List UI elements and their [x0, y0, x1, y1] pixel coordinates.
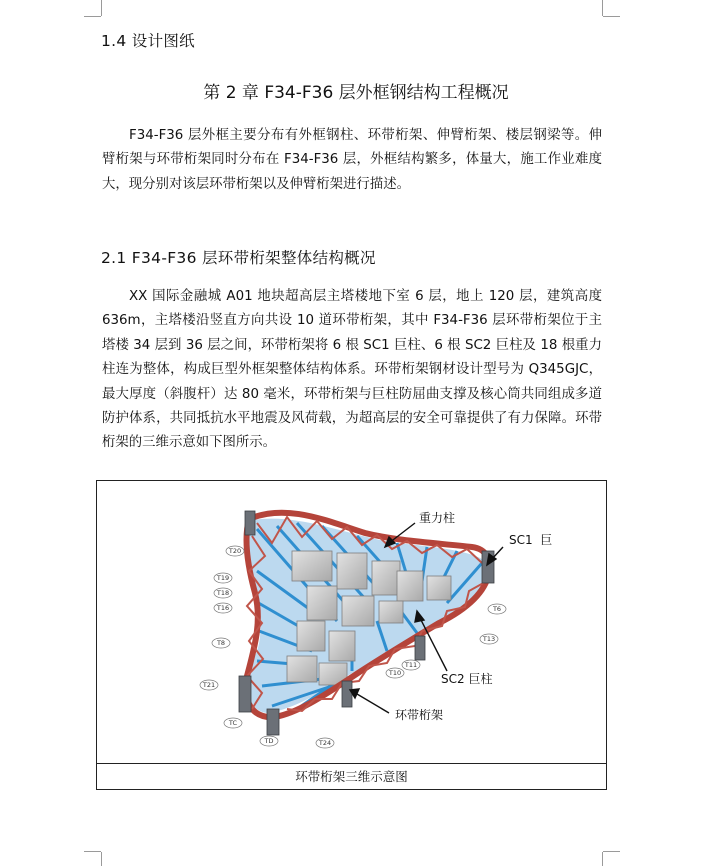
section-heading-1-4: 1.4 设计图纸 — [101, 32, 195, 50]
crop-mark-bottom-right-h — [603, 851, 620, 852]
grid-tag-label: T6 — [492, 605, 502, 613]
grid-tag-label: T21 — [202, 681, 216, 689]
crop-mark-bottom-left-v — [101, 852, 102, 866]
crop-mark-top-left-v — [101, 0, 102, 16]
grid-tag-label: T13 — [482, 635, 496, 643]
grid-tag-label: T24 — [318, 739, 332, 747]
grid-tag-label: T10 — [388, 669, 402, 677]
grid-tag-label: T16 — [216, 604, 230, 612]
figure-caption-divider — [97, 763, 606, 764]
intro-paragraph: F34-F36 层外框主要分布有外框钢柱、环带桁架、伸臂桁架、楼层钢梁等。伸臂桁架与环带桁架同时分布在 F34-F36 层，外框结构繁多，体量大，施工作业难度大，现分别对该层环带桁架以及伸臂桁架进行描述。 — [102, 128, 602, 192]
chapter-title: 第 2 章 F34-F36 层外框钢结构工程概况 — [203, 83, 509, 103]
callout-sc1-column: SC1 巨 — [509, 533, 553, 547]
figure-box — [96, 480, 607, 790]
callout-gravity-column: 重力柱 — [419, 511, 456, 525]
grid-tag-label: T19 — [216, 574, 230, 582]
callout-ring-truss: 环带桁架 — [395, 708, 444, 722]
callout-sc2-column: SC2 巨柱 — [441, 672, 493, 686]
section-heading-2-1: 2.1 F34-F36 层环带桁架整体结构概况 — [101, 249, 376, 267]
crop-mark-bottom-left-h — [84, 851, 101, 852]
ring-truss-3d-illustration — [97, 481, 606, 762]
grid-tag-label: T18 — [216, 589, 230, 597]
grid-tag-label: TC — [228, 719, 238, 727]
crop-mark-top-left-h — [84, 16, 101, 17]
crop-mark-bottom-right-v — [602, 852, 603, 866]
body-paragraph: XX 国际金融城 A01 地块超高层主塔楼地下室 6 层，地上 120 层，建筑高度 636m，主塔楼沿竖直方向共设 10 道环带桁架，其中 F34-F36 层环带桁架位于主塔楼 34 层到 36 层之间，环带桁架将 6 根 SC1 巨柱、6 根 SC2 巨柱及 18 根重力柱连为整体，构成巨型外框架整体结构体系。环带桁架钢材设计型号为 Q345GJC，最大厚度（斜腹杆）达 80 毫米，环带桁架与巨柱防屈曲支撑及核心筒共同组成多道防护体系，共同抵抗水平地震及风荷载，为超高层的安全可靠提供了有力保障。环带桁架的三维示意如下图所示。 — [102, 289, 602, 451]
crop-mark-top-right-h — [603, 16, 620, 17]
grid-tag-label: TD — [264, 737, 274, 745]
crop-mark-top-right-v — [602, 0, 603, 16]
grid-tag-label: T20 — [228, 547, 242, 555]
grid-tag-label: T8 — [216, 639, 226, 647]
grid-tag-label: T11 — [404, 661, 418, 669]
figure-caption: 环带桁架三维示意图 — [295, 769, 408, 784]
